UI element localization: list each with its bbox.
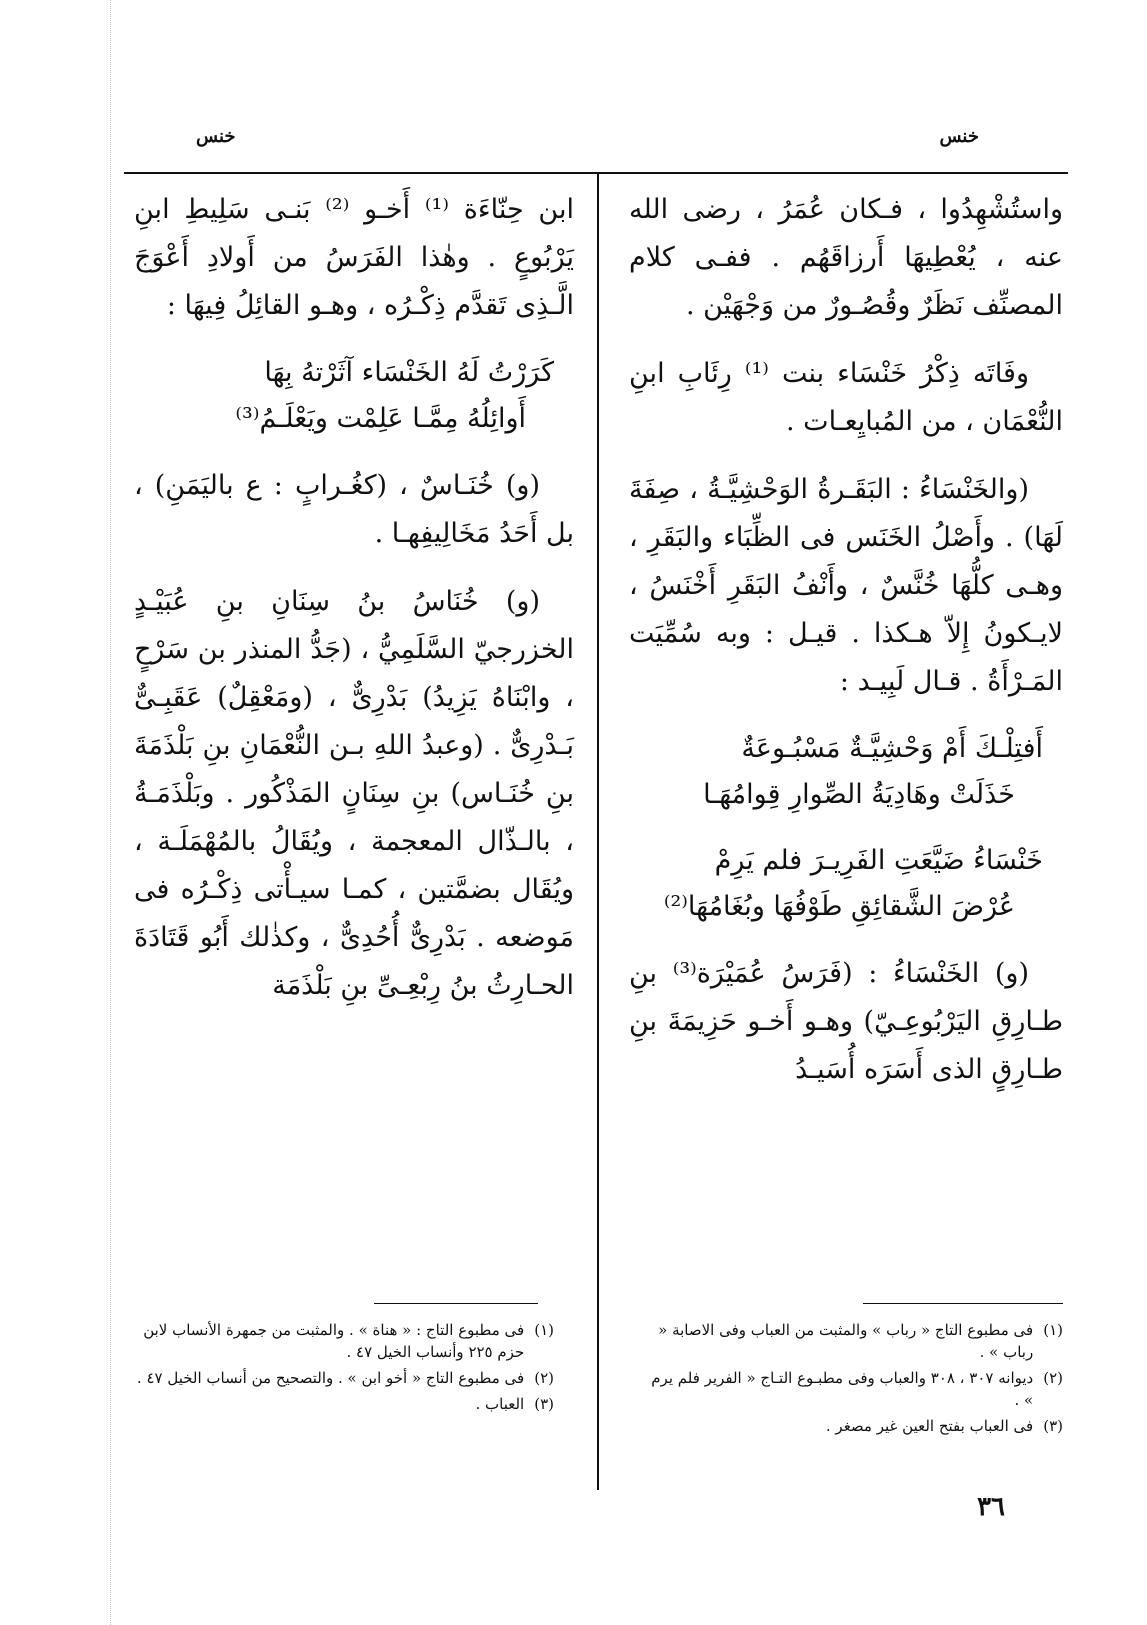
footnote-number: (٣) [1043, 1417, 1063, 1435]
verse-line: خَذَلَتْ وهَادِيَةُ الصِّوارِ قِوامُهَـا [703, 779, 1015, 810]
footnote [134, 1393, 554, 1415]
footnote-text: ديوانه ٣٠٧ ، ٣٠٨ والعباب وفى مطبـوع التـاج « الفرير فلم يرم » . [651, 1369, 1034, 1409]
footnote-number: (١) [534, 1321, 554, 1339]
verse [134, 350, 574, 442]
verse-line: خَنْسَاءُ ضَيَّعَتِ الفَرِيـرَ فلم يَرِمْ [714, 845, 1043, 876]
scan-margin [110, 0, 111, 1625]
paragraph: ابن حِنّاءَة ⁽¹⁾ أَخـو ⁽²⁾ بَنـى سَلِيطِ ابنِ يَرْبُوعٍ . وهٰذا الفَرَسُ من أَولادِ أَعْوَجَ الَّـذِى تَقدَّم ذِكْـرُه ، وهـو القائِلُ فِيهَا : [134, 194, 574, 321]
footnote-text: العباب . [475, 1395, 525, 1413]
verse-line: عُرْضَ الشَّقائِقِ طَوْفُهَا وبُغَامُهَا⁽²⁾ [663, 891, 1015, 922]
footnote-text: فى مطبوع التاج « أخو ابن » . والتصحيح من أنساب الخيل ٤٧ . [136, 1369, 525, 1387]
verse [629, 838, 1063, 930]
verse-line: كَرَرْتُ لَهُ الخَنْسَاء آثَرْتهُ بِهَا [264, 357, 554, 388]
paragraph: واستُشْهِدُوا ، فـكان عُمَرُ ، رضى الله عنه ، يُعْطِيهَا أَرزاقَهُم . ففـى كلام المصنِّف نَظَرٌ وقُصُـورٌ من وَجْهَيْن . [629, 194, 1063, 321]
header-rule [124, 172, 1068, 174]
footnote [134, 1367, 554, 1389]
footnote-text: فى العباب بفتح العين غير مصغر . [825, 1417, 1034, 1435]
footnote-text: فى مطبوع التاج : « هناة » . والمثبت من جمهرة الأنساب لابن حزم ٢٢٥ وأنساب الخيل ٤٧ . [143, 1321, 525, 1361]
footnote [647, 1367, 1063, 1411]
footnotes-left [134, 1319, 554, 1419]
right-column [629, 186, 1063, 1094]
footnote-rule [374, 1303, 538, 1304]
paragraph: (والخَنْسَاءُ : البَقَـرةُ الوَحْشِيَّـةُ ، صِفَةَ لَهَا) . وأَصْلُ الخَنَس فى الظِّبَاء والبَقَرِ ، وهـى كلُّهَا خُنَّسٌ ، وأَنْفُ البَقَرِ أَخْنَسُ ، لايـكونُ إِلاّ هـكذا . قيـل : وبه سُمِّيَت المَـرْأَةُ . قـال لَبِيـد : [629, 474, 1063, 697]
footnotes-right [647, 1319, 1063, 1441]
column-divider [597, 174, 599, 1490]
verse-line: أَوائِلُهُ مِمَّـا عَلِمْت ويَعْلَـمُ⁽³⁾ [235, 403, 526, 434]
paragraph: (و) خُنَـاسٌ ، (كغُـرابٍ : ع باليَمَنِ) ، بل أَحَدُ مَخَالِيفِهـا . [134, 470, 574, 549]
footnote-number: (٢) [1043, 1369, 1063, 1387]
footnote-text: فى مطبوع التاج « رباب » والمثبت من العباب وفى الاصابة « رباب » . [658, 1321, 1034, 1361]
footnote [647, 1415, 1063, 1437]
paragraph: (و) خُنَاسُ بنُ سِنَانِ بنِ عُبَيْـدٍ الخزرجيّ السَّلَمِيُّ ، (جَدُّ المنذر بن سَرْحٍ ، وابْنَاهُ يَزِيدُ) بَدْرِىٌّ ، (ومَعْقِلٌ) عَقَبِـىٌّ بَـدْرِىٌّ . (وعبدُ اللهِ بـن النُّعْمَانِ بنِ بَلْذَمَةَ بنِ خُنَـاس) بنِ سِنَانٍ المَذْكُور . وبَلْذَمَـةُ ، بالـذّال المعجمة ، ويُقَالُ بالمُهْمَلَـة ، ويُقَال بضمَّتين ، كمـا سيـأْتى ذِكْـرُه فى مَوضعه . بَدْرِىٌّ أُحُدِىٌّ ، وكذٰلك أَبُو قَتَادَةَ الحـارِثُ بنُ رِبْعِـىِّ بنِ بَلْذَمَة [134, 586, 574, 1001]
running-head-left: خنس [196, 126, 236, 147]
paragraph: (و) الخَنْسَاءُ : (فَرَسُ عُمَيْرَة⁽³⁾ بنِ طـارِقِ اليَرْبُوعِـيّ) وهـو أَخـو حَزِيمَةَ بنِ طـارِقٍ الذى أَسَرَه أُسَيـدُ [629, 958, 1063, 1085]
footnote-rule [863, 1303, 1063, 1304]
running-head-right: خنس [939, 126, 979, 147]
left-column [134, 186, 574, 1010]
footnote [134, 1319, 554, 1363]
footnote-number: (٢) [534, 1369, 554, 1387]
page-number: ٣٦ [977, 1492, 1005, 1522]
footnote-number: (٣) [534, 1395, 554, 1413]
verse-line: أَفتِلْـكَ أَمْ وَحْشِيَّـةٌ مَسْبُـوعَةٌ [741, 733, 1043, 764]
footnote-number: (١) [1043, 1321, 1063, 1339]
footnote [647, 1319, 1063, 1363]
verse [629, 726, 1063, 818]
paragraph: وفَاتَه ذِكْرُ خَنْسَاء بنت ⁽¹⁾ رِئَابِ ابنِ النُّعْمَان ، من المُبايِعـات . [629, 358, 1063, 437]
